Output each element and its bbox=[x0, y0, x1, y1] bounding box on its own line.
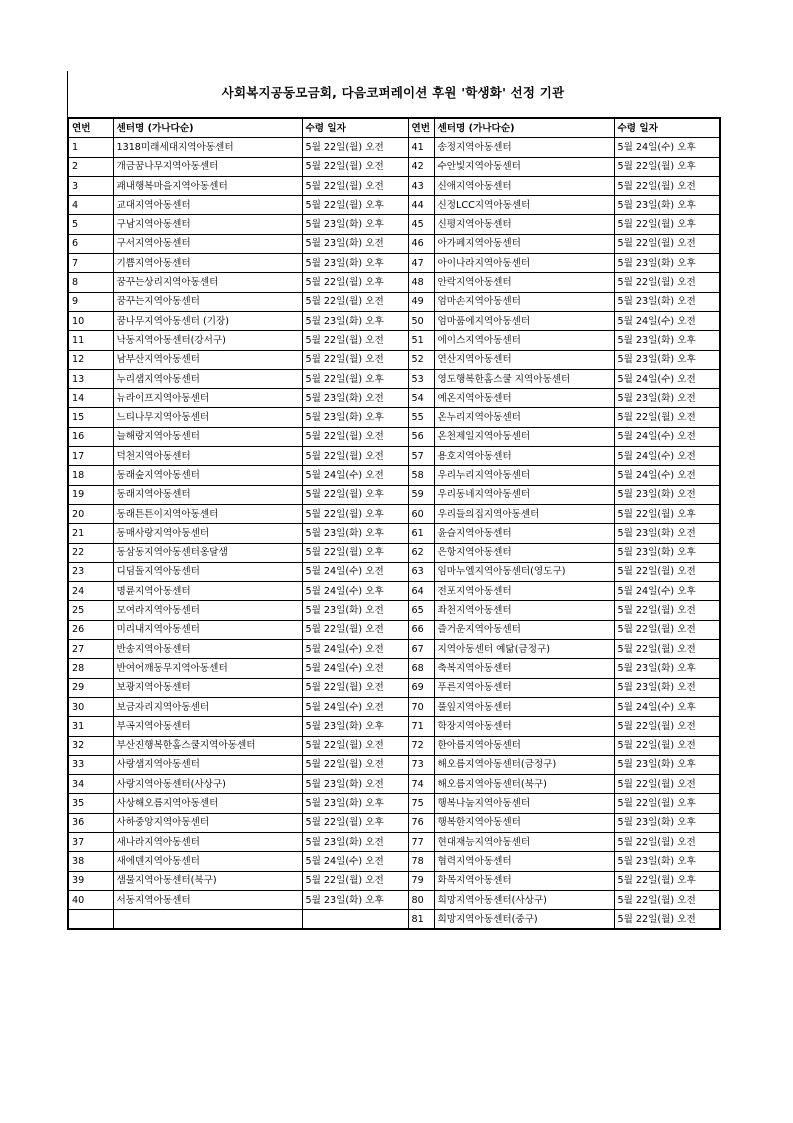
center-name: 한아름지역아동센터 bbox=[434, 736, 614, 755]
center-name: 에이스지역아동센터 bbox=[434, 331, 614, 350]
row-no: 72 bbox=[408, 736, 434, 755]
center-name: 부산진행복한홈스쿨지역아동센터 bbox=[113, 736, 302, 755]
receipt-date: 5월 23일(화) 오후 bbox=[614, 331, 720, 350]
row-no: 9 bbox=[68, 292, 113, 311]
table-row bbox=[68, 157, 720, 176]
receipt-date: 5월 22일(월) 오전 bbox=[302, 350, 408, 369]
receipt-date: 5월 22일(월) 오전 bbox=[302, 176, 408, 195]
center-name: 덕천지역아동센터 bbox=[113, 447, 302, 466]
receipt-date: 5월 23일(화) 오전 bbox=[302, 601, 408, 620]
receipt-date: 5월 23일(화) 오전 bbox=[302, 389, 408, 408]
center-name: 은항지역아동센터 bbox=[434, 543, 614, 562]
row-no: 2 bbox=[68, 157, 113, 176]
table-row bbox=[68, 427, 720, 446]
center-name: 괘내행복마을지역아동센터 bbox=[113, 176, 302, 195]
row-no: 43 bbox=[408, 176, 434, 195]
row-no: 81 bbox=[408, 910, 434, 930]
table-row bbox=[68, 485, 720, 504]
receipt-date: 5월 24일(수) 오전 bbox=[302, 640, 408, 659]
center-name: 부곡지역아동센터 bbox=[113, 717, 302, 736]
row-no: 27 bbox=[68, 640, 113, 659]
receipt-date: 5월 23일(화) 오후 bbox=[614, 813, 720, 832]
center-name: 보광지역아동센터 bbox=[113, 678, 302, 697]
table-row bbox=[68, 813, 720, 832]
center-name: 동매사랑지역아동센터 bbox=[113, 524, 302, 543]
row-no: 54 bbox=[408, 389, 434, 408]
center-name: 축복지역아동센터 bbox=[434, 659, 614, 678]
receipt-date: 5월 23일(화) 오후 bbox=[614, 852, 720, 871]
row-no: 13 bbox=[68, 369, 113, 388]
receipt-date: 5월 23일(화) 오전 bbox=[614, 292, 720, 311]
center-name: 꿈꾸는상리지역아동센터 bbox=[113, 273, 302, 292]
header-no: 연번 bbox=[68, 118, 113, 138]
table-row bbox=[68, 234, 720, 253]
table-row bbox=[68, 910, 720, 930]
row-no: 26 bbox=[68, 620, 113, 639]
header-no: 연번 bbox=[408, 118, 434, 138]
center-name: 동삼동지역아동센터옹달샘 bbox=[113, 543, 302, 562]
receipt-date: 5월 24일(수) 오전 bbox=[302, 562, 408, 581]
center-name: 보금자리지역아동센터 bbox=[113, 697, 302, 716]
table-row bbox=[68, 331, 720, 350]
receipt-date: 5월 24일(수) 오후 bbox=[614, 582, 720, 601]
center-name: 1318미래세대지역아동센터 bbox=[113, 138, 302, 157]
center-name: 구남지역아동센터 bbox=[113, 215, 302, 234]
center-name: 새에덴지역아동센터 bbox=[113, 852, 302, 871]
center-name: 명륜지역아동센터 bbox=[113, 582, 302, 601]
table-row bbox=[68, 447, 720, 466]
center-name: 우리누리지역아동센터 bbox=[434, 466, 614, 485]
center-name: 구서지역아동센터 bbox=[113, 234, 302, 253]
center-name: 임마누엘지역아동센터(영도구) bbox=[434, 562, 614, 581]
receipt-date: 5월 22일(월) 오후 bbox=[302, 196, 408, 215]
center-name: 모여라지역아동센터 bbox=[113, 601, 302, 620]
center-name: 수안빛지역아동센터 bbox=[434, 157, 614, 176]
receipt-date: 5월 22일(월) 오후 bbox=[302, 504, 408, 523]
receipt-date: 5월 22일(월) 오전 bbox=[614, 176, 720, 195]
table-row bbox=[68, 562, 720, 581]
center-name: 신정LCC지역아동센터 bbox=[434, 196, 614, 215]
center-name: 서동지역아동센터 bbox=[113, 890, 302, 909]
receipt-date: 5월 22일(월) 오전 bbox=[302, 736, 408, 755]
receipt-date: 5월 22일(월) 오전 bbox=[614, 832, 720, 851]
receipt-date: 5월 22일(월) 오후 bbox=[302, 813, 408, 832]
center-name: 우리들의집지역아동센터 bbox=[434, 504, 614, 523]
center-name: 기쁨지역아동센터 bbox=[113, 254, 302, 273]
receipt-date: 5월 22일(월) 오전 bbox=[614, 717, 720, 736]
table-row bbox=[68, 176, 720, 195]
row-no: 49 bbox=[408, 292, 434, 311]
row-no: 69 bbox=[408, 678, 434, 697]
center-name: 동래숲지역아동센터 bbox=[113, 466, 302, 485]
row-no: 41 bbox=[408, 138, 434, 157]
center-name: 교대지역아동센터 bbox=[113, 196, 302, 215]
row-no: 70 bbox=[408, 697, 434, 716]
table-row bbox=[68, 138, 720, 157]
row-no: 64 bbox=[408, 582, 434, 601]
receipt-date: 5월 22일(월) 오전 bbox=[302, 871, 408, 890]
receipt-date: 5월 22일(월) 오후 bbox=[302, 543, 408, 562]
row-no: 53 bbox=[408, 369, 434, 388]
center-name: 송정지역아동센터 bbox=[434, 138, 614, 157]
row-no: 1 bbox=[68, 138, 113, 157]
receipt-date: 5월 23일(화) 오후 bbox=[302, 254, 408, 273]
receipt-date: 5월 23일(화) 오후 bbox=[614, 196, 720, 215]
table-row bbox=[68, 736, 720, 755]
receipt-date: 5월 23일(화) 오후 bbox=[614, 254, 720, 273]
table-row bbox=[68, 369, 720, 388]
row-no: 7 bbox=[68, 254, 113, 273]
row-no: 80 bbox=[408, 890, 434, 909]
row-no: 21 bbox=[68, 524, 113, 543]
receipt-date: 5월 23일(화) 오후 bbox=[302, 717, 408, 736]
row-no bbox=[68, 910, 113, 930]
row-no: 8 bbox=[68, 273, 113, 292]
receipt-date: 5월 22일(월) 오전 bbox=[302, 138, 408, 157]
row-no: 74 bbox=[408, 775, 434, 794]
receipt-date: 5월 22일(월) 오전 bbox=[614, 273, 720, 292]
receipt-date: 5월 22일(월) 오전 bbox=[614, 736, 720, 755]
receipt-date: 5월 23일(화) 오후 bbox=[614, 350, 720, 369]
receipt-date: 5월 24일(수) 오전 bbox=[302, 852, 408, 871]
row-no: 20 bbox=[68, 504, 113, 523]
row-no: 57 bbox=[408, 447, 434, 466]
center-name: 남부산지역아동센터 bbox=[113, 350, 302, 369]
receipt-date bbox=[302, 910, 408, 930]
receipt-date: 5월 22일(월) 오전 bbox=[614, 234, 720, 253]
table-row bbox=[68, 273, 720, 292]
table-row bbox=[68, 640, 720, 659]
receipt-date: 5월 24일(수) 오전 bbox=[614, 311, 720, 330]
receipt-date: 5월 23일(화) 오후 bbox=[302, 215, 408, 234]
row-no: 17 bbox=[68, 447, 113, 466]
center-name: 새나라지역아동센터 bbox=[113, 832, 302, 851]
center-name: 학장지역아동센터 bbox=[434, 717, 614, 736]
table-row bbox=[68, 890, 720, 909]
center-name: 미리내지역아동센터 bbox=[113, 620, 302, 639]
table-row bbox=[68, 794, 720, 813]
table-row bbox=[68, 755, 720, 774]
receipt-date: 5월 24일(수) 오전 bbox=[614, 427, 720, 446]
receipt-date: 5월 23일(화) 오전 bbox=[614, 524, 720, 543]
receipt-date: 5월 22일(월) 오전 bbox=[302, 331, 408, 350]
center-name: 엄마손지역아동센터 bbox=[434, 292, 614, 311]
receipt-date: 5월 22일(월) 오전 bbox=[302, 427, 408, 446]
receipt-date: 5월 24일(수) 오후 bbox=[614, 697, 720, 716]
receipt-date: 5월 22일(월) 오후 bbox=[302, 485, 408, 504]
center-name: 희망지역아동센터(중구) bbox=[434, 910, 614, 930]
table-row bbox=[68, 582, 720, 601]
receipt-date: 5월 24일(수) 오후 bbox=[302, 582, 408, 601]
row-no: 63 bbox=[408, 562, 434, 581]
row-no: 6 bbox=[68, 234, 113, 253]
center-name: 화목지역아동센터 bbox=[434, 871, 614, 890]
receipt-date: 5월 22일(월) 오후 bbox=[302, 273, 408, 292]
center-name: 사상해오름지역아동센터 bbox=[113, 794, 302, 813]
table-row bbox=[68, 389, 720, 408]
receipt-date: 5월 23일(화) 오후 bbox=[302, 524, 408, 543]
receipt-date: 5월 23일(화) 오후 bbox=[302, 794, 408, 813]
table-row bbox=[68, 852, 720, 871]
receipt-date: 5월 23일(화) 오전 bbox=[614, 389, 720, 408]
institution-table bbox=[67, 117, 721, 930]
center-name: 해오름지역아동센터(금정구) bbox=[434, 755, 614, 774]
receipt-date: 5월 24일(수) 오전 bbox=[302, 466, 408, 485]
row-no: 46 bbox=[408, 234, 434, 253]
receipt-date: 5월 23일(화) 오후 bbox=[614, 543, 720, 562]
table-row bbox=[68, 292, 720, 311]
center-name: 우리동네지역아동센터 bbox=[434, 485, 614, 504]
row-no: 40 bbox=[68, 890, 113, 909]
center-name: 동래지역아동센터 bbox=[113, 485, 302, 504]
center-name: 신애지역아동센터 bbox=[434, 176, 614, 195]
row-no: 47 bbox=[408, 254, 434, 273]
receipt-date: 5월 22일(월) 오전 bbox=[302, 157, 408, 176]
table-row bbox=[68, 832, 720, 851]
row-no: 45 bbox=[408, 215, 434, 234]
row-no: 62 bbox=[408, 543, 434, 562]
receipt-date: 5월 22일(월) 오전 bbox=[614, 910, 720, 930]
row-no: 22 bbox=[68, 543, 113, 562]
header-date: 수령 일자 bbox=[614, 118, 720, 138]
row-no: 71 bbox=[408, 717, 434, 736]
row-no: 23 bbox=[68, 562, 113, 581]
row-no: 56 bbox=[408, 427, 434, 446]
receipt-date: 5월 22일(월) 오후 bbox=[614, 794, 720, 813]
center-name: 꿈꾸는지역아동센터 bbox=[113, 292, 302, 311]
center-name: 아이나라지역아동센터 bbox=[434, 254, 614, 273]
center-name: 낙동지역아동센터(강서구) bbox=[113, 331, 302, 350]
row-no: 32 bbox=[68, 736, 113, 755]
center-name: 꿈나무지역아동센터 (기장) bbox=[113, 311, 302, 330]
row-no: 67 bbox=[408, 640, 434, 659]
center-name: 아가페지역아동센터 bbox=[434, 234, 614, 253]
header-center-name: 센터명 (가나다순) bbox=[434, 118, 614, 138]
row-no: 55 bbox=[408, 408, 434, 427]
table-row bbox=[68, 717, 720, 736]
row-no: 61 bbox=[408, 524, 434, 543]
table-row bbox=[68, 620, 720, 639]
table-header-row bbox=[68, 118, 720, 138]
table-row bbox=[68, 601, 720, 620]
row-no: 68 bbox=[408, 659, 434, 678]
receipt-date: 5월 22일(월) 오후 bbox=[302, 369, 408, 388]
row-no: 66 bbox=[408, 620, 434, 639]
receipt-date: 5월 23일(화) 오후 bbox=[302, 311, 408, 330]
center-name: 엄마품에지역아동센터 bbox=[434, 311, 614, 330]
row-no: 33 bbox=[68, 755, 113, 774]
receipt-date: 5월 24일(수) 오후 bbox=[614, 138, 720, 157]
center-name: 온천제일지역아동센터 bbox=[434, 427, 614, 446]
center-name: 전포지역아동센터 bbox=[434, 582, 614, 601]
table-row bbox=[68, 524, 720, 543]
receipt-date: 5월 22일(월) 오후 bbox=[614, 157, 720, 176]
row-no: 37 bbox=[68, 832, 113, 851]
header-center-name: 센터명 (가나다순) bbox=[113, 118, 302, 138]
row-no: 78 bbox=[408, 852, 434, 871]
row-no: 24 bbox=[68, 582, 113, 601]
receipt-date: 5월 23일(화) 오전 bbox=[614, 678, 720, 697]
receipt-date: 5월 24일(수) 오전 bbox=[614, 447, 720, 466]
receipt-date: 5월 22일(월) 오전 bbox=[614, 562, 720, 581]
row-no: 5 bbox=[68, 215, 113, 234]
row-no: 29 bbox=[68, 678, 113, 697]
row-no: 12 bbox=[68, 350, 113, 369]
row-no: 15 bbox=[68, 408, 113, 427]
row-no: 31 bbox=[68, 717, 113, 736]
center-name: 행복나눔지역아동센터 bbox=[434, 794, 614, 813]
receipt-date: 5월 22일(월) 오전 bbox=[302, 292, 408, 311]
center-name: 사하중앙지역아동센터 bbox=[113, 813, 302, 832]
row-no: 3 bbox=[68, 176, 113, 195]
receipt-date: 5월 22일(월) 오후 bbox=[614, 215, 720, 234]
center-name: 사랑지역아동센터(사상구) bbox=[113, 775, 302, 794]
receipt-date: 5월 22일(월) 오전 bbox=[614, 890, 720, 909]
center-name: 해오름지역아동센터(북구) bbox=[434, 775, 614, 794]
center-name: 예온지역아동센터 bbox=[434, 389, 614, 408]
center-name: 반여어깨동무지역아동센터 bbox=[113, 659, 302, 678]
row-no: 48 bbox=[408, 273, 434, 292]
row-no: 59 bbox=[408, 485, 434, 504]
row-no: 73 bbox=[408, 755, 434, 774]
row-no: 60 bbox=[408, 504, 434, 523]
row-no: 77 bbox=[408, 832, 434, 851]
row-no: 75 bbox=[408, 794, 434, 813]
receipt-date: 5월 23일(화) 오전 bbox=[614, 485, 720, 504]
receipt-date: 5월 23일(화) 오전 bbox=[302, 234, 408, 253]
table-row bbox=[68, 659, 720, 678]
center-name: 영도행복한홈스쿨 지역아동센터 bbox=[434, 369, 614, 388]
center-name: 사랑샘지역아동센터 bbox=[113, 755, 302, 774]
table-row bbox=[68, 408, 720, 427]
center-name: 샘물지역아동센터(북구) bbox=[113, 871, 302, 890]
receipt-date: 5월 24일(수) 오전 bbox=[302, 659, 408, 678]
table-row bbox=[68, 871, 720, 890]
row-no: 4 bbox=[68, 196, 113, 215]
table-row bbox=[68, 504, 720, 523]
receipt-date: 5월 22일(월) 오전 bbox=[302, 620, 408, 639]
center-name: 동래튼튼이지역아동센터 bbox=[113, 504, 302, 523]
row-no: 18 bbox=[68, 466, 113, 485]
row-no: 42 bbox=[408, 157, 434, 176]
center-name: 연산지역아동센터 bbox=[434, 350, 614, 369]
receipt-date: 5월 22일(월) 오전 bbox=[614, 640, 720, 659]
center-name: 용호지역아동센터 bbox=[434, 447, 614, 466]
row-no: 11 bbox=[68, 331, 113, 350]
receipt-date: 5월 22일(월) 오전 bbox=[614, 620, 720, 639]
row-no: 65 bbox=[408, 601, 434, 620]
row-no: 36 bbox=[68, 813, 113, 832]
center-name: 윤슬지역아동센터 bbox=[434, 524, 614, 543]
center-name: 현대재능지역아동센터 bbox=[434, 832, 614, 851]
row-no: 38 bbox=[68, 852, 113, 871]
center-name: 지역아동센터 예닮(금정구) bbox=[434, 640, 614, 659]
table-row bbox=[68, 350, 720, 369]
center-name: 디딤돌지역아동센터 bbox=[113, 562, 302, 581]
receipt-date: 5월 23일(화) 오전 bbox=[302, 775, 408, 794]
receipt-date: 5월 24일(수) 오전 bbox=[302, 697, 408, 716]
receipt-date: 5월 24일(수) 오전 bbox=[614, 369, 720, 388]
row-no: 44 bbox=[408, 196, 434, 215]
table-row bbox=[68, 254, 720, 273]
row-no: 16 bbox=[68, 427, 113, 446]
table-row bbox=[68, 775, 720, 794]
row-no: 58 bbox=[408, 466, 434, 485]
center-name: 뉴라이프지역아동센터 bbox=[113, 389, 302, 408]
center-name: 희망지역아동센터(사상구) bbox=[434, 890, 614, 909]
row-no: 79 bbox=[408, 871, 434, 890]
header-date: 수령 일자 bbox=[302, 118, 408, 138]
receipt-date: 5월 23일(화) 오후 bbox=[302, 408, 408, 427]
receipt-date: 5월 22일(월) 오전 bbox=[614, 601, 720, 620]
center-name: 개금꿈나무지역아동센터 bbox=[113, 157, 302, 176]
row-no: 35 bbox=[68, 794, 113, 813]
row-no: 30 bbox=[68, 697, 113, 716]
receipt-date: 5월 23일(화) 오후 bbox=[614, 755, 720, 774]
receipt-date: 5월 23일(화) 오전 bbox=[302, 832, 408, 851]
center-name: 느티나무지역아동센터 bbox=[113, 408, 302, 427]
receipt-date: 5월 22일(월) 오후 bbox=[614, 504, 720, 523]
row-no: 39 bbox=[68, 871, 113, 890]
table-row bbox=[68, 311, 720, 330]
center-name: 안락지역아동센터 bbox=[434, 273, 614, 292]
row-no: 14 bbox=[68, 389, 113, 408]
center-name: 풀잎지역아동센터 bbox=[434, 697, 614, 716]
receipt-date: 5월 22일(월) 오전 bbox=[302, 678, 408, 697]
row-no: 25 bbox=[68, 601, 113, 620]
table-row bbox=[68, 196, 720, 215]
center-name: 협력지역아동센터 bbox=[434, 852, 614, 871]
center-name: 푸른지역아동센터 bbox=[434, 678, 614, 697]
center-name: 신평지역아동센터 bbox=[434, 215, 614, 234]
table-row bbox=[68, 697, 720, 716]
center-name: 반송지역아동센터 bbox=[113, 640, 302, 659]
row-no: 19 bbox=[68, 485, 113, 504]
row-no: 10 bbox=[68, 311, 113, 330]
table-row bbox=[68, 215, 720, 234]
document-title: 사회복지공동모금회, 다음코퍼레이션 후원 '학생화' 선정 기관 bbox=[221, 85, 565, 100]
receipt-date: 5월 22일(월) 오후 bbox=[614, 871, 720, 890]
table-row bbox=[68, 466, 720, 485]
receipt-date: 5월 22일(월) 오전 bbox=[302, 447, 408, 466]
receipt-date: 5월 22일(월) 오전 bbox=[302, 755, 408, 774]
receipt-date: 5월 22일(월) 오전 bbox=[614, 775, 720, 794]
row-no: 76 bbox=[408, 813, 434, 832]
row-no: 51 bbox=[408, 331, 434, 350]
center-name: 늘해랑지역아동센터 bbox=[113, 427, 302, 446]
row-no: 28 bbox=[68, 659, 113, 678]
row-no: 50 bbox=[408, 311, 434, 330]
receipt-date: 5월 23일(화) 오후 bbox=[614, 659, 720, 678]
receipt-date: 5월 23일(화) 오후 bbox=[302, 890, 408, 909]
row-no: 52 bbox=[408, 350, 434, 369]
center-name bbox=[113, 910, 302, 930]
table-row bbox=[68, 678, 720, 697]
receipt-date: 5월 24일(수) 오전 bbox=[614, 466, 720, 485]
center-name: 누리샘지역아동센터 bbox=[113, 369, 302, 388]
center-name: 온누리지역아동센터 bbox=[434, 408, 614, 427]
center-name: 행복한지역아동센터 bbox=[434, 813, 614, 832]
center-name: 즐거운지역아동센터 bbox=[434, 620, 614, 639]
row-no: 34 bbox=[68, 775, 113, 794]
table-row bbox=[68, 543, 720, 562]
center-name: 좌천지역아동센터 bbox=[434, 601, 614, 620]
receipt-date: 5월 22일(월) 오전 bbox=[614, 408, 720, 427]
